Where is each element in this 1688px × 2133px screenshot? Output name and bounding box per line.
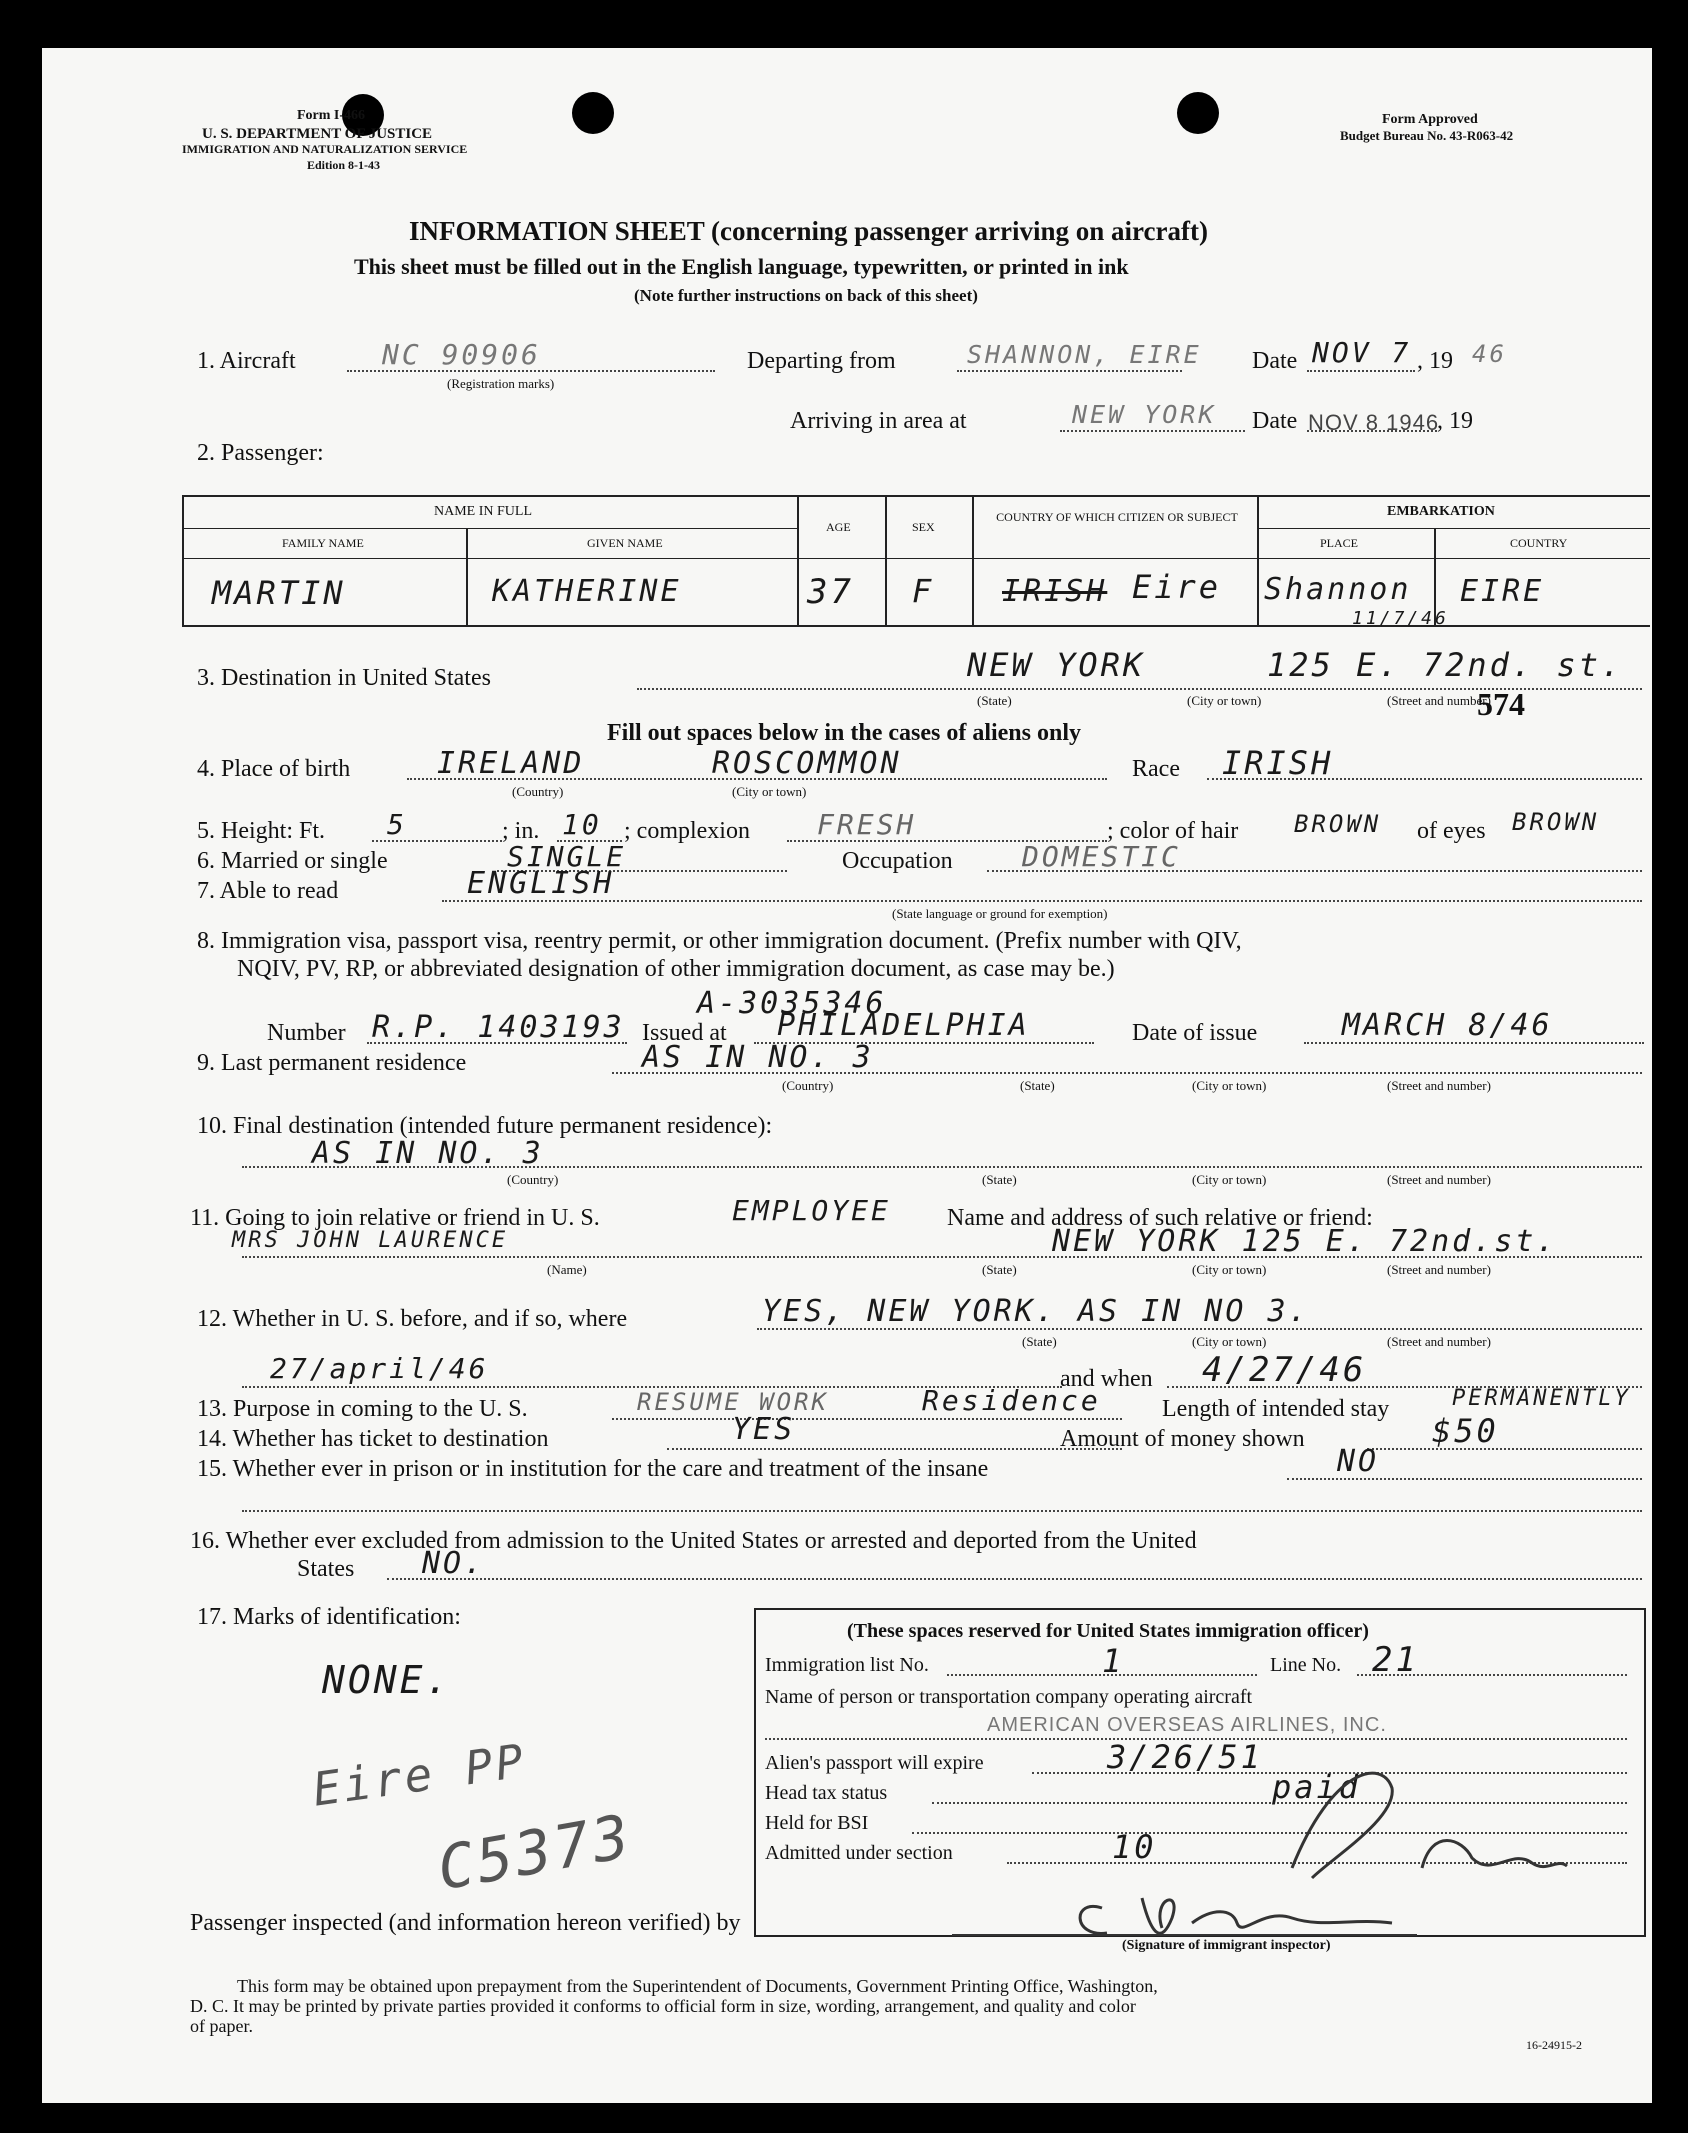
residence-label: 9. Last permanent residence <box>197 1050 467 1076</box>
header-family-name: FAMILY NAME <box>282 536 364 550</box>
join-name-value: MRS JOHN LAURENCE <box>232 1228 509 1253</box>
purpose-label: 13. Purpose in coming to the U. S. <box>197 1396 528 1422</box>
when-value: 4/27/46 <box>1202 1350 1367 1390</box>
birth-city: ROSCOMMON <box>712 746 902 781</box>
inspected-caption: (Signature of immigrant inspector) <box>1122 1938 1331 1953</box>
header-name-in-full: NAME IN FULL <box>434 504 532 519</box>
issue-date-label: Date of issue <box>1132 1020 1258 1046</box>
when-label: and when <box>1060 1366 1153 1392</box>
height-in: 10 <box>562 808 602 841</box>
money-label: Amount of money shown <box>1060 1426 1305 1452</box>
residence-cap-street: (Street and number) <box>1387 1078 1491 1093</box>
embark-country-value: EIRE <box>1460 574 1545 609</box>
read-caption: (State language or ground for exemption) <box>892 906 1108 921</box>
header-given-name: GIVEN NAME <box>587 536 663 550</box>
edition: Edition 8-1-43 <box>307 158 381 172</box>
form-title: INFORMATION SHEET (concerning passenger arriving on aircraft) <box>409 216 1208 246</box>
hair-label: ; color of hair <box>1107 818 1239 844</box>
departing-label: Departing from <box>747 348 896 374</box>
arrival-date-suffix: , 19 <box>1437 408 1473 434</box>
height-in-label: ; in. <box>502 818 540 844</box>
header-age: AGE <box>826 520 851 534</box>
before-cap-state: (State) <box>1022 1334 1057 1349</box>
arriving-value: NEW YORK <box>1072 400 1217 429</box>
occupation-value: DOMESTIC <box>1022 840 1181 873</box>
join-label: 11. Going to join relative or friend in U. S. <box>190 1205 600 1231</box>
final-cap-state: (State) <box>982 1172 1017 1187</box>
punch-hole <box>572 92 614 134</box>
bsi-label: Held for BSI <box>765 1812 869 1834</box>
operator-stamp: AMERICAN OVERSEAS AIRLINES, INC. <box>987 1714 1387 1736</box>
admitted-label: Admitted under section <box>765 1842 953 1864</box>
footer-code: 16-24915-2 <box>1526 2038 1582 2052</box>
operator-label: Name of person or transportation company operating aircraft <box>765 1686 1253 1708</box>
header-embarkation: EMBARKATION <box>1387 504 1495 519</box>
complexion-label: ; complexion <box>624 818 750 844</box>
race-label: Race <box>1132 756 1180 782</box>
footer-line3: of paper. <box>190 2016 253 2036</box>
height-ft: 5 <box>387 808 407 841</box>
footer-line2: D. C. It may be printed by private parties provided it conforms to official form in size, wording, arrangement, and quality and color <box>190 1996 1136 2016</box>
passenger-label: 2. Passenger: <box>197 440 324 466</box>
citizen-struck-value: IRISH <box>1002 574 1108 609</box>
final-cap-street: (Street and number) <box>1387 1172 1491 1187</box>
form-page <box>42 48 1652 2103</box>
residence-cap-city: (City or town) <box>1192 1078 1267 1093</box>
birth-cap-city: (City or town) <box>732 784 807 799</box>
department: U. S. DEPARTMENT OF JUSTICE <box>202 126 433 142</box>
residence-cap-state: (State) <box>1020 1078 1055 1093</box>
officer-signature <box>1272 1748 1572 1898</box>
line-value: 21 <box>1372 1640 1419 1680</box>
headtax-label: Head tax status <box>765 1782 888 1804</box>
family-name-value: MARTIN <box>212 574 346 612</box>
visa-number-label: Number <box>267 1020 346 1046</box>
residence-value: AS IN NO. 3 <box>642 1040 874 1075</box>
form-subtitle: This sheet must be filled out in the English language, typewritten, or printed in ink <box>354 254 1129 279</box>
final-cap-country: (Country) <box>507 1172 559 1187</box>
passport-expire-label: Alien's passport will expire <box>765 1752 984 1774</box>
birth-cap-country: (Country) <box>512 784 564 799</box>
age-value: 37 <box>807 572 854 612</box>
married-label: 6. Married or single <box>197 848 388 874</box>
final-dest-value: AS IN NO. 3 <box>312 1136 544 1171</box>
arrival-date-stamp: NOV 8 1946 <box>1308 410 1440 435</box>
date-suffix: , 19 <box>1417 348 1453 374</box>
sex-value: F <box>912 572 935 610</box>
aircraft-label: 1. Aircraft <box>197 348 296 374</box>
date-label: Date <box>1252 348 1298 374</box>
issue-date-value: MARCH 8/46 <box>1342 1008 1553 1043</box>
join-cap-street: (Street and number) <box>1387 1262 1491 1277</box>
prison-label: 15. Whether ever in prison or in institution for the care and treatment of the insane <box>197 1456 989 1482</box>
header-place: PLACE <box>1320 536 1359 550</box>
cap-street: (Street and number) <box>1387 693 1491 708</box>
join-cap-state: (State) <box>982 1262 1017 1277</box>
registration-caption: (Registration marks) <box>447 376 555 391</box>
header-sex: SEX <box>912 520 935 534</box>
budget-bureau: Budget Bureau No. 43-R063-42 <box>1340 128 1514 143</box>
read-value: ENGLISH <box>467 866 615 901</box>
join-cap-name: (Name) <box>547 1262 587 1277</box>
destination-extra: 574 <box>1477 686 1525 722</box>
list-label: Immigration list No. <box>765 1654 929 1676</box>
arrival-date-label: Date <box>1252 408 1298 434</box>
citizen-value: Eire <box>1132 568 1222 606</box>
before-label: 12. Whether in U. S. before, and if so, where <box>197 1306 628 1332</box>
aircraft-value: NC 90906 <box>382 338 541 371</box>
list-value: 1 <box>1102 1642 1125 1680</box>
excluded-line2: States <box>297 1556 355 1582</box>
given-name-value: KATHERINE <box>492 574 682 609</box>
headtax-value: paid <box>1272 1768 1362 1806</box>
issued-label: Issued at <box>642 1020 727 1046</box>
cap-state: (State) <box>977 693 1012 708</box>
visa-line2: NQIV, PV, RP, or abbreviated designation of other immigration document, as case may be.) <box>237 956 1115 982</box>
ticket-label: 14. Whether has ticket to destination <box>197 1426 549 1452</box>
hair-value: BROWN <box>1294 810 1382 838</box>
before-date: 27/april/46 <box>270 1352 489 1385</box>
residence-cap-country: (Country) <box>782 1078 834 1093</box>
purpose-value: RESUME WORK <box>637 1388 829 1416</box>
punch-hole <box>1177 92 1219 134</box>
final-dest-label: 10. Final destination (intended future permanent residence): <box>197 1113 773 1139</box>
departing-year: 46 <box>1472 340 1507 368</box>
visa-number: R.P. 1403193 <box>372 1010 625 1045</box>
officer-box-title: (These spaces reserved for United States immigration officer) <box>847 1620 1369 1642</box>
passport-note-1: Eire PP <box>309 1733 530 1817</box>
destination-label: 3. Destination in United States <box>197 665 491 691</box>
aliens-heading: Fill out spaces below in the cases of aliens only <box>607 720 1082 746</box>
destination-state: NEW YORK <box>967 646 1146 684</box>
birth-country: IRELAND <box>437 746 585 781</box>
visa-line1: 8. Immigration visa, passport visa, reentry permit, or other immigration document. (Prefix number with QIV, <box>197 928 1242 954</box>
admitted-value: 10 <box>1112 1828 1157 1866</box>
embark-place-value: Shannon <box>1264 572 1412 607</box>
footer-line1: This form may be obtained upon prepayment from the Superintendent of Documents, Government Printing Office, Washington, <box>237 1976 1158 1996</box>
marks-label: 17. Marks of identification: <box>197 1604 461 1630</box>
eyes-value: BROWN <box>1512 808 1600 836</box>
passport-expire-value: 3/26/51 <box>1107 1738 1263 1776</box>
service: IMMIGRATION AND NATURALIZATION SERVICE <box>182 142 468 156</box>
excluded-line1: 16. Whether ever excluded from admission to the United States or arrested and deported from the United <box>190 1528 1197 1554</box>
purpose-value-2: Residence <box>922 1384 1101 1417</box>
height-label: 5. Height: Ft. <box>197 818 326 844</box>
issued-value: PHILADELPHIA <box>777 1008 1030 1043</box>
join-address-value: NEW YORK 125 E. 72nd.st. <box>1052 1224 1558 1259</box>
ticket-value: YES <box>732 1412 796 1447</box>
married-value: SINGLE <box>507 840 627 873</box>
eyes-label: of eyes <box>1417 818 1486 844</box>
final-cap-city: (City or town) <box>1192 1172 1267 1187</box>
stay-label: Length of intended stay <box>1162 1396 1390 1422</box>
stay-value: PERMANENTLY <box>1452 1386 1631 1411</box>
line-label: Line No. <box>1270 1654 1342 1676</box>
before-cap-city: (City or town) <box>1192 1334 1267 1349</box>
inspected-label: Passenger inspected (and information hereon verified) by <box>190 1910 741 1936</box>
form-note: (Note further instructions on back of this sheet) <box>634 286 978 305</box>
marks-value: NONE. <box>322 1658 452 1702</box>
form-approved: Form Approved <box>1382 112 1478 127</box>
birth-label: 4. Place of birth <box>197 756 351 782</box>
passport-note-2: C5373 <box>432 1801 638 1905</box>
excluded-value: NO. <box>422 1546 486 1581</box>
read-label: 7. Able to read <box>197 878 339 904</box>
header-country: COUNTRY <box>1510 536 1568 550</box>
destination-street: 125 E. 72nd. st. <box>1267 646 1624 684</box>
prison-value: NO <box>1337 1444 1380 1479</box>
departing-value: SHANNON, EIRE <box>967 340 1202 369</box>
arriving-label: Arriving in area at <box>790 408 967 434</box>
form-number: Form I-466 <box>297 108 366 123</box>
before-value: YES, NEW YORK. AS IN NO 3. <box>762 1294 1310 1329</box>
embark-date-value: 11/7/46 <box>1352 608 1449 629</box>
cap-city: (City or town) <box>1187 693 1262 708</box>
join-value: EMPLOYEE <box>732 1194 891 1227</box>
header-country-citizen: COUNTRY OF WHICH CITIZEN OR SUBJECT <box>996 510 1238 524</box>
visa-extra: A-3035346 <box>697 986 887 1021</box>
money-value: $50 <box>1432 1412 1499 1450</box>
occupation-label: Occupation <box>842 848 953 874</box>
before-cap-street: (Street and number) <box>1387 1334 1491 1349</box>
join-cap-city: (City or town) <box>1192 1262 1267 1277</box>
race-value: IRISH <box>1222 744 1334 782</box>
join-name-label: Name and address of such relative or friend: <box>947 1205 1373 1231</box>
departing-date: NOV 7 <box>1312 336 1412 369</box>
complexion-value: FRESH <box>817 808 917 841</box>
